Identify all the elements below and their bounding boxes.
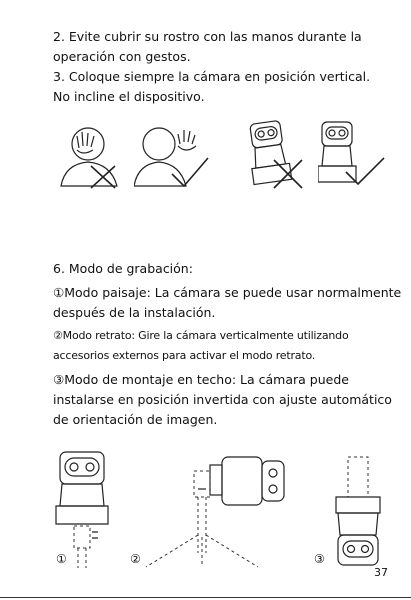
portrait-mode-line-2: accesorios externos para activar el modo retrato. bbox=[53, 349, 316, 362]
portrait-mode-line-1: ②Modo retrato: Gire la cámara verticalmente utilizando bbox=[53, 329, 349, 342]
tip-3-line-2: No incline el dispositivo. bbox=[53, 89, 205, 104]
person-waving-correct-illustration bbox=[134, 118, 214, 190]
tilted-camera-wrong-illustration bbox=[240, 118, 310, 190]
tip-2-line-2: operación con gestos. bbox=[53, 49, 191, 64]
ceiling-mode-line-3: de orientación de imagen. bbox=[53, 412, 218, 427]
landscape-mode-line-2: después de la instalación. bbox=[53, 305, 216, 320]
portrait-mode-tripod-illustration bbox=[140, 455, 290, 570]
tip-2-line-1: 2. Evite cubrir su rostro con las manos durante la bbox=[53, 29, 362, 44]
bottom-divider bbox=[0, 597, 411, 598]
figure-label-3: ③ bbox=[314, 552, 325, 566]
figure-label-1: ① bbox=[56, 552, 67, 566]
figure-label-2: ② bbox=[130, 552, 141, 566]
ceiling-mount-illustration bbox=[334, 455, 384, 567]
landscape-mode-line-1: ①Modo paisaje: La cámara se puede usar normalmente bbox=[53, 285, 402, 300]
page-number: 37 bbox=[374, 566, 388, 579]
tip-3-line-1: 3. Coloque siempre la cámara en posición vertical. bbox=[53, 69, 371, 84]
section-heading: 6. Modo de grabación: bbox=[53, 261, 193, 276]
upright-camera-correct-illustration bbox=[318, 118, 388, 190]
ceiling-mode-line-2: instalarse en posición invertida con ajuste automático bbox=[53, 392, 392, 407]
ceiling-mode-line-1: ③Modo de montaje en techo: La cámara puede bbox=[53, 372, 349, 387]
person-covering-face-wrong-illustration bbox=[55, 118, 125, 190]
